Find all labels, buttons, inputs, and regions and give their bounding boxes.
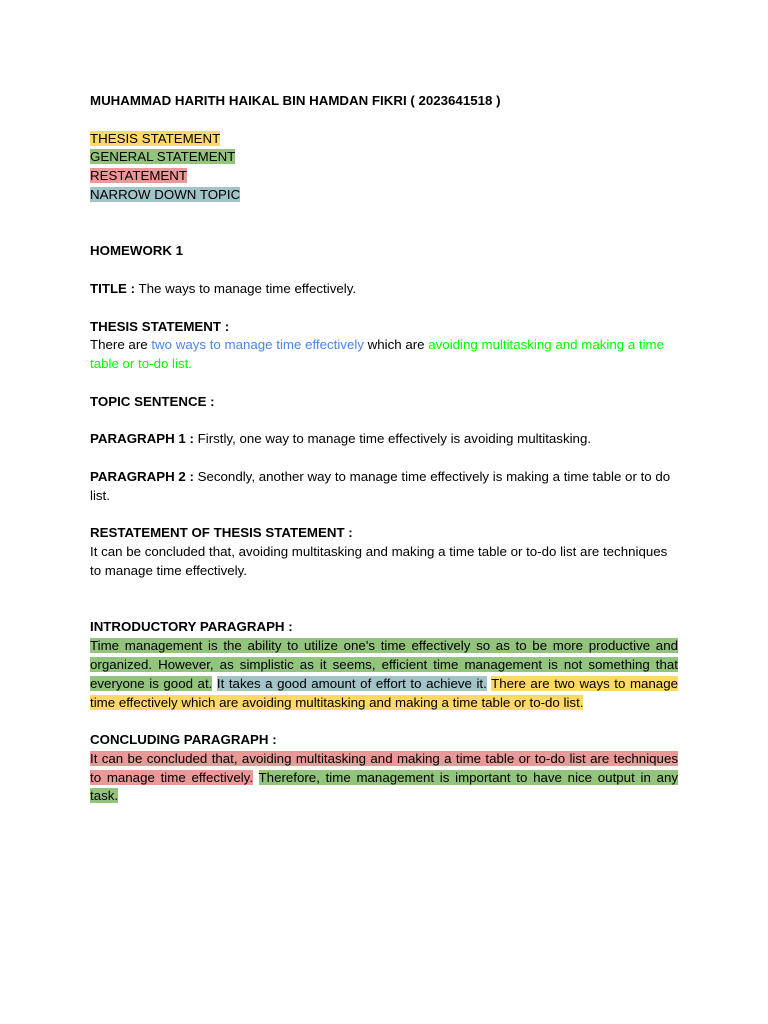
concluding-label: CONCLUDING PARAGRAPH : bbox=[90, 732, 277, 748]
concl-general-statement: Therefore, time management is important to have nice output in any task. bbox=[90, 769, 679, 804]
spacer bbox=[90, 111, 678, 130]
homework-heading: HOMEWORK 1 bbox=[90, 243, 184, 259]
paragraph-1-label: PARAGRAPH 1 : bbox=[90, 431, 194, 447]
author-line: MUHAMMAD HARITH HAIKAL BIN HAMDAN FIKRI ( 2023641518 ) bbox=[90, 93, 501, 108]
spacer bbox=[90, 449, 678, 468]
introductory-label: INTRODUCTORY PARAGRAPH : bbox=[90, 619, 293, 635]
spacer bbox=[90, 261, 678, 280]
document-page bbox=[90, 92, 678, 806]
spacer bbox=[90, 581, 678, 619]
thesis-part-2: two ways to manage time effectively bbox=[151, 337, 364, 353]
legend-thesis bbox=[90, 130, 678, 149]
spacer bbox=[90, 299, 678, 318]
intro-thesis-statement: There are two ways to manage time effectively which are avoiding multitasking and making a time table or to-do list. bbox=[90, 675, 678, 710]
legend-general bbox=[90, 148, 678, 167]
paragraph-1-text: Firstly, one way to manage time effectively is avoiding multitasking. bbox=[193, 431, 592, 447]
concluding-paragraph bbox=[90, 750, 678, 806]
spacer bbox=[90, 506, 678, 525]
restatement-text: It can be concluded that, avoiding multitasking and making a time table or to-do list are techniques to manage time effectively. bbox=[90, 544, 668, 578]
intro-narrow-down: It takes a good amount of effort to achieve it. bbox=[216, 675, 487, 691]
concl-restatement: It can be concluded that, avoiding multitasking and making a time table or to-do list are techniques to manage time effectively. bbox=[90, 750, 678, 785]
paragraph-1 bbox=[90, 430, 678, 449]
paragraph-2 bbox=[90, 468, 678, 506]
legend-narrow bbox=[90, 186, 678, 205]
restatement-label: RESTATEMENT OF THESIS STATEMENT : bbox=[90, 525, 353, 541]
intro-general-statement: Time management is the ability to utilize one's time effectively so as to be more productive and organized. However, as simplistic as it seems, efficient time management is not something that everyone is good at. bbox=[90, 638, 678, 691]
topic-sentence-label: TOPIC SENTENCE : bbox=[90, 393, 215, 409]
thesis-statement bbox=[90, 336, 678, 374]
legend-thesis-label: THESIS STATEMENT bbox=[90, 130, 221, 146]
spacer bbox=[90, 205, 678, 243]
thesis-label: THESIS STATEMENT : bbox=[90, 318, 230, 334]
paragraph-2-text: Secondly, another way to manage time effectively is making a time table or to do list. bbox=[90, 468, 671, 503]
introductory-paragraph bbox=[90, 637, 678, 712]
title-line bbox=[90, 280, 678, 299]
paragraph-2-label: PARAGRAPH 2 : bbox=[90, 468, 194, 484]
legend-narrow-label: NARROW DOWN TOPIC bbox=[90, 186, 241, 202]
thesis-part-3: which are bbox=[363, 337, 429, 353]
title-text: The ways to manage time effectively. bbox=[135, 280, 357, 296]
spacer bbox=[90, 412, 678, 431]
spacer bbox=[90, 712, 678, 731]
thesis-part-4: avoiding multitasking and making a time table or to-do list. bbox=[90, 337, 665, 372]
title-label: TITLE : bbox=[90, 280, 136, 296]
legend-general-label: GENERAL STATEMENT bbox=[90, 149, 236, 165]
thesis-part-1: There are bbox=[90, 337, 152, 353]
spacer bbox=[90, 374, 678, 393]
legend-restatement bbox=[90, 167, 678, 186]
legend-restatement-label: RESTATEMENT bbox=[90, 168, 188, 184]
